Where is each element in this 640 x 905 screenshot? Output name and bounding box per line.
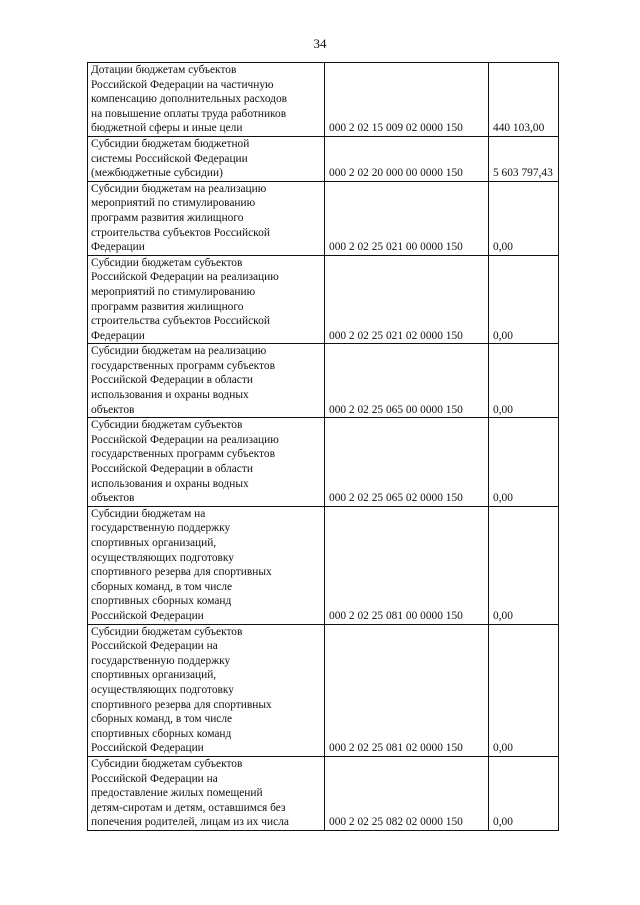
revenue-name-cell: Субсидии бюджетам субъектов Российской Федерации на государственную поддержку спортивных организаций, осуществляющих подготовку спортивного резерва для спортивных сборных команд, в том числе спортивных сборных команд Российской Федерации <box>88 624 325 756</box>
amount-cell: 0,00 <box>489 181 559 255</box>
amount-cell: 0,00 <box>489 344 559 418</box>
budget-code-cell: 000 2 02 20 000 00 0000 150 <box>325 136 489 181</box>
budget-code-cell: 000 2 02 25 065 00 0000 150 <box>325 344 489 418</box>
budget-code-cell: 000 2 02 25 081 00 0000 150 <box>325 506 489 624</box>
budget-code-cell: 000 2 02 25 021 02 0000 150 <box>325 255 489 344</box>
revenue-name-cell: Субсидии бюджетам на реализацию мероприятий по стимулированию программ развития жилищного строительства субъектов Российской Федерации <box>88 181 325 255</box>
table-row <box>88 624 559 756</box>
revenue-name-cell: Субсидии бюджетам бюджетной системы Российской Федерации (межбюджетные субсидии) <box>88 136 325 181</box>
table-row <box>88 344 559 418</box>
table-row <box>88 418 559 507</box>
revenue-name-cell: Субсидии бюджетам субъектов Российской Федерации на реализацию государственных программ субъектов Российской Федерации в области использования и охраны водных объектов <box>88 418 325 507</box>
amount-cell: 0,00 <box>489 624 559 756</box>
budget-code-cell: 000 2 02 15 009 02 0000 150 <box>325 63 489 137</box>
amount-cell: 0,00 <box>489 756 559 830</box>
table-row <box>88 756 559 830</box>
budget-code-cell: 000 2 02 25 065 02 0000 150 <box>325 418 489 507</box>
table-row <box>88 136 559 181</box>
amount-cell: 0,00 <box>489 418 559 507</box>
amount-cell: 5 603 797,43 <box>489 136 559 181</box>
revenue-name-cell: Субсидии бюджетам субъектов Российской Федерации на предоставление жилых помещений детям-сиротам и детям, оставшимся без попечения родителей, лицам из их числа <box>88 756 325 830</box>
amount-cell: 0,00 <box>489 506 559 624</box>
table-row <box>88 181 559 255</box>
table-row <box>88 506 559 624</box>
budget-code-cell: 000 2 02 25 081 02 0000 150 <box>325 624 489 756</box>
budget-code-cell: 000 2 02 25 082 02 0000 150 <box>325 756 489 830</box>
revenue-name-cell: Субсидии бюджетам субъектов Российской Федерации на реализацию мероприятий по стимулированию программ развития жилищного строительства субъектов Российской Федерации <box>88 255 325 344</box>
revenue-name-cell: Субсидии бюджетам на реализацию государственных программ субъектов Российской Федерации в области использования и охраны водных объектов <box>88 344 325 418</box>
amount-cell: 440 103,00 <box>489 63 559 137</box>
revenue-name-cell: Дотации бюджетам субъектов Российской Федерации на частичную компенсацию дополнительных расходов на повышение оплаты труда работников бюджетной сферы и иные цели <box>88 63 325 137</box>
budget-revenue-table <box>87 62 559 831</box>
table-row <box>88 63 559 137</box>
amount-cell: 0,00 <box>489 255 559 344</box>
revenue-name-cell: Субсидии бюджетам на государственную поддержку спортивных организаций, осуществляющих подготовку спортивного резерва для спортивных сборных команд, в том числе спортивных сборных команд Российской Федерации <box>88 506 325 624</box>
page-number: 34 <box>313 36 327 51</box>
budget-code-cell: 000 2 02 25 021 00 0000 150 <box>325 181 489 255</box>
table-row <box>88 255 559 344</box>
